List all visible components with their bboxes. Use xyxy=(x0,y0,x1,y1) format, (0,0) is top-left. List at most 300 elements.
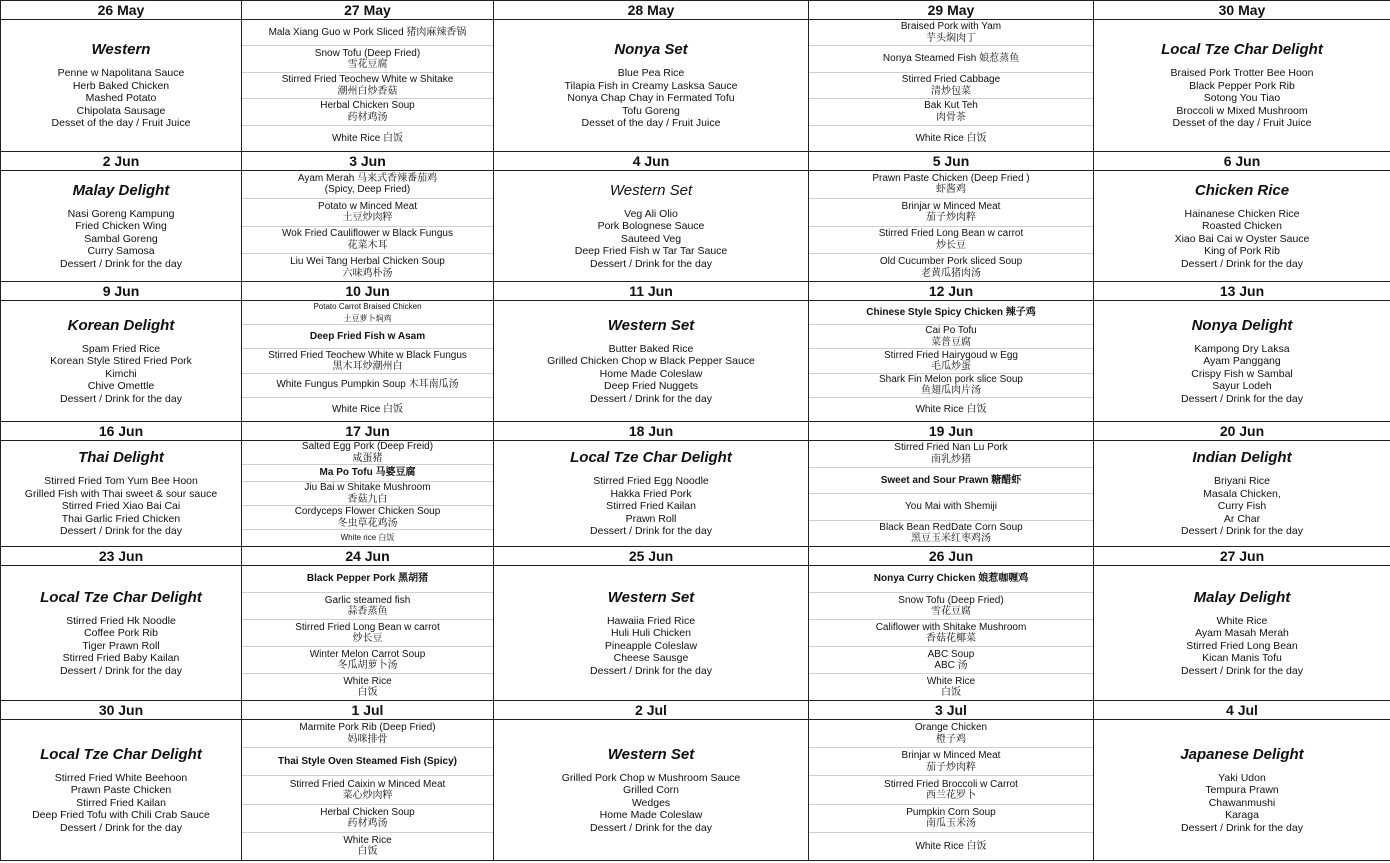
menu-item: Fried Chicken Wing xyxy=(75,220,167,233)
menu-item: Dessert / Drink for the day xyxy=(1181,664,1303,677)
menu-item: Curry Samosa xyxy=(87,245,155,258)
chinese-menu-cell xyxy=(242,720,494,861)
dish-item xyxy=(809,73,1093,99)
menu-item: Stirred Fried Long Bean xyxy=(1186,639,1298,652)
dish-name-chinese: 老黄瓜猪肉汤 xyxy=(921,267,981,279)
day-date: 19 Jun xyxy=(809,422,1094,441)
menu-item: Karaga xyxy=(1225,809,1259,822)
menu-content-row xyxy=(1,20,1390,152)
dish-item xyxy=(242,301,493,325)
dish-name-chinese: 橙子鸡 xyxy=(936,733,966,745)
menu-item: Korean Style Stired Fried Pork xyxy=(50,355,192,368)
dish-name-english: Ayam Merah 马来式香辣番茄鸡 xyxy=(297,172,438,184)
dish-name-english: Stirred Fried Nan Lu Pork xyxy=(894,442,1008,454)
day-date: 26 May xyxy=(1,1,242,20)
day-date: 3 Jun xyxy=(242,152,494,171)
date-header-row xyxy=(1,701,1390,720)
set-menu-cell xyxy=(1094,720,1390,861)
dish-name-english: Stirred Fried Cabbage xyxy=(901,74,1001,86)
dish-name-english: Marmite Pork Rib (Deep Fried) xyxy=(299,722,436,734)
day-date: 24 Jun xyxy=(242,547,494,566)
date-header-row xyxy=(1,547,1390,566)
menu-item: Ar Char xyxy=(1223,512,1261,525)
set-menu-cell xyxy=(1,720,242,861)
dish-name-english: Potato Carrot Braised Chicken xyxy=(313,302,422,312)
dish-name-chinese: 白饭 xyxy=(357,687,378,698)
dish-item xyxy=(809,833,1093,860)
dish-name-english: Nonya Curry Chicken 娘惹咖喱鸡 xyxy=(873,573,1029,585)
menu-item: Dessert / Drink for the day xyxy=(590,664,712,677)
dish-item xyxy=(242,833,493,860)
chinese-menu-cell xyxy=(242,20,494,152)
menu-item: Stirred Fried Kailan xyxy=(76,796,166,809)
dish-item xyxy=(809,126,1093,151)
day-date: 30 May xyxy=(1094,1,1390,20)
dish-name-chinese: 香菇花椰菜 xyxy=(926,633,976,644)
dish-item xyxy=(242,398,493,421)
dish-item xyxy=(809,494,1093,521)
dish-name-english: White Rice 白饭 xyxy=(915,132,987,144)
dish-name-chinese: 肉骨茶 xyxy=(936,111,966,123)
dish-item xyxy=(809,99,1093,125)
dish-name-chinese: 土豆炒肉粹 xyxy=(342,212,393,224)
menu-item: Masala Chicken, xyxy=(1203,487,1281,500)
day-date: 2 Jul xyxy=(494,701,809,720)
dish-item xyxy=(809,468,1093,495)
dish-name-english: White rice 白饭 xyxy=(340,533,395,543)
menu-item: Kican Manis Tofu xyxy=(1202,652,1282,665)
day-date: 1 Jul xyxy=(242,701,494,720)
menu-item: King of Pork Rib xyxy=(1204,245,1280,258)
dish-name-english: Cai Po Tofu xyxy=(925,325,977,337)
dish-name-chinese: 雪花豆腐 xyxy=(931,606,971,617)
chinese-menu-cell xyxy=(809,441,1094,547)
menu-item: Stirred Fried Baby Kailan xyxy=(62,652,180,665)
dish-item xyxy=(242,227,493,255)
dish-item xyxy=(242,620,493,647)
dish-name-chinese: 雪花豆腐 xyxy=(347,59,388,71)
chinese-menu-cell xyxy=(809,171,1094,282)
dish-name-english: Mala Xiang Guo w Pork Sliced 猪肉麻辣香锅 xyxy=(268,26,467,38)
set-menu-cell xyxy=(1,171,242,282)
dish-name-chinese: (Spicy, Deep Fried) xyxy=(324,184,411,196)
menu-item: Deep Fried Tofu with Chili Crab Sauce xyxy=(32,809,210,822)
dish-item xyxy=(809,254,1093,281)
menu-item: Black Pepper Pork Rib xyxy=(1189,79,1295,92)
dish-name-english: Stirred Fried Long Bean w carrot xyxy=(295,621,440,633)
menu-item: Dessert / Drink for the day xyxy=(60,392,182,405)
dish-name-english: White Rice 白饭 xyxy=(915,403,987,415)
menu-item: Dessert / Drink for the day xyxy=(590,525,712,538)
dish-name-english: Potato w Minced Meat xyxy=(318,200,417,212)
dish-item xyxy=(242,46,493,72)
dish-name-english: Ma Po Tofu 马婆豆腐 xyxy=(319,467,416,479)
date-header-row xyxy=(1,422,1390,441)
dish-name-english: White Rice 白饭 xyxy=(331,132,404,144)
dish-item xyxy=(242,349,493,373)
chinese-menu-cell xyxy=(242,171,494,282)
set-title: Indian Delight xyxy=(1192,449,1292,467)
dish-name-english: Brinjar w Minced Meat xyxy=(901,200,1001,212)
set-title: Thai Delight xyxy=(78,449,164,467)
menu-item: Sotong You Tiao xyxy=(1203,92,1281,105)
menu-item: Pineapple Coleslaw xyxy=(604,639,698,652)
dish-item xyxy=(242,674,493,700)
dish-name-chinese: 茄子炒肉粹 xyxy=(926,761,976,773)
menu-item: Desset of the day / Fruit Juice xyxy=(581,117,721,130)
dish-item xyxy=(809,171,1093,199)
day-date: 6 Jun xyxy=(1094,152,1390,171)
dish-name-english: Snow Tofu (Deep Fried) xyxy=(314,47,421,59)
dish-item xyxy=(809,301,1093,325)
set-menu-cell xyxy=(1,566,242,701)
day-date: 3 Jul xyxy=(809,701,1094,720)
menu-item: Blue Pea Rice xyxy=(617,67,685,80)
menu-item: Dessert / Drink for the day xyxy=(590,257,712,270)
set-title: Malay Delight xyxy=(1193,588,1291,606)
dish-item xyxy=(242,199,493,227)
set-menu-cell xyxy=(494,20,809,152)
dish-item xyxy=(242,374,493,398)
dish-item xyxy=(809,748,1093,776)
set-menu-cell xyxy=(494,441,809,547)
chinese-menu-cell xyxy=(809,20,1094,152)
dish-name-chinese: 咸蛋猪 xyxy=(352,452,383,464)
dish-name-chinese: ABC 汤 xyxy=(934,660,968,671)
dish-name-english: Orange Chicken xyxy=(914,722,988,734)
dish-name-english: Prawn Paste Chicken (Deep Fried ) xyxy=(872,172,1030,184)
menu-item: Tempura Prawn xyxy=(1205,784,1279,797)
day-date: 12 Jun xyxy=(809,282,1094,301)
dish-item xyxy=(242,99,493,125)
menu-item: Huli Huli Chicken xyxy=(611,627,691,640)
set-menu-cell xyxy=(494,720,809,861)
dish-name-english: White Rice xyxy=(926,675,976,687)
dish-name-chinese: 炒长豆 xyxy=(352,633,383,644)
dish-name-english: Salted Egg Pork (Deep Freid) xyxy=(301,441,434,452)
menu-item: Stirred Fried Tom Yum Bee Hoon xyxy=(44,475,198,488)
chinese-menu-cell xyxy=(242,301,494,422)
dish-item xyxy=(242,441,493,465)
dish-name-english: Thai Style Oven Steamed Fish (Spicy) xyxy=(278,756,457,768)
menu-item: Kampong Dry Laksa xyxy=(1194,342,1290,355)
dish-name-chinese: 虾酱鸡 xyxy=(936,184,966,196)
menu-item: Dessert / Drink for the day xyxy=(590,821,712,834)
dish-item xyxy=(242,647,493,674)
dish-name-english: Herbal Chicken Soup xyxy=(320,100,415,112)
menu-item: Dessert / Drink for the day xyxy=(1181,821,1303,834)
menu-item: Nonya Chap Chay in Fermated Tofu xyxy=(567,92,735,105)
day-date: 2 Jun xyxy=(1,152,242,171)
dish-item xyxy=(242,20,493,46)
dish-name-chinese: 南瓜玉米汤 xyxy=(926,818,976,830)
dish-item xyxy=(809,199,1093,227)
chinese-menu-cell xyxy=(809,301,1094,422)
menu-item: Mashed Potato xyxy=(85,92,157,105)
menu-item: Broccoli w Mixed Mushroom xyxy=(1176,104,1308,117)
menu-item: Deep Fried Fish w Tar Tar Sauce xyxy=(574,245,728,258)
dish-name-chinese: 香菇九白 xyxy=(347,493,388,505)
set-menu-cell xyxy=(1,301,242,422)
dish-name-chinese: 黑豆玉米红枣鸡汤 xyxy=(911,533,991,545)
menu-item: Cheese Sausge xyxy=(613,652,689,665)
menu-item: Stirred Fried Xiao Bai Cai xyxy=(61,500,181,513)
dish-item xyxy=(242,530,493,546)
menu-content-row xyxy=(1,566,1390,701)
menu-item: Veg Ali Olio xyxy=(624,207,678,220)
dish-name-chinese: 菜心炒肉粹 xyxy=(342,790,393,801)
dish-item xyxy=(242,720,493,748)
set-title: Local Tze Char Delight xyxy=(1161,41,1323,59)
menu-item: Sayur Lodeh xyxy=(1212,380,1272,393)
dish-name-english: Cordyceps Flower Chicken Soup xyxy=(294,506,441,517)
menu-item: Coffee Pork Rib xyxy=(84,627,158,640)
menu-content-row xyxy=(1,301,1390,422)
dish-name-english: Brinjar w Minced Meat xyxy=(901,750,1001,762)
dish-name-english: Snow Tofu (Deep Fried) xyxy=(898,594,1004,606)
dish-name-english: White Rice 白饭 xyxy=(915,840,987,852)
dish-name-chinese: 毛瓜炒蛋 xyxy=(931,361,971,372)
dish-name-english: Shark Fin Melon pork slice Soup xyxy=(879,373,1023,385)
dish-name-english: White Rice xyxy=(343,834,392,846)
day-date: 13 Jun xyxy=(1094,282,1390,301)
day-date: 11 Jun xyxy=(494,282,809,301)
menu-item: Chawanmushi xyxy=(1208,796,1276,809)
dish-item xyxy=(809,674,1093,700)
menu-content-row xyxy=(1,720,1390,861)
day-date: 27 Jun xyxy=(1094,547,1390,566)
chinese-menu-cell xyxy=(809,720,1094,861)
day-date: 4 Jun xyxy=(494,152,809,171)
set-title: Western Set xyxy=(609,181,693,199)
menu-item: Tilapia Fish in Creamy Lasksa Sauce xyxy=(564,79,738,92)
dish-name-chinese: 茄子炒肉粹 xyxy=(926,212,976,224)
set-menu-cell xyxy=(494,171,809,282)
menu-item: Stirred Fried Hk Noodle xyxy=(66,614,176,627)
day-date: 29 May xyxy=(809,1,1094,20)
dish-name-english: Stirred Fried Hairygoud w Egg xyxy=(884,349,1018,361)
set-title: Malay Delight xyxy=(72,181,170,199)
dish-name-english: Black Pepper Pork 黑胡猪 xyxy=(306,573,429,585)
dish-name-chinese: 白饭 xyxy=(357,846,378,858)
menu-item: Hawaiia Fried Rice xyxy=(606,614,696,627)
menu-item: Briyani Rice xyxy=(1213,475,1271,488)
dish-name-english: Stirred Fried Caixin w Minced Meat xyxy=(289,778,446,790)
dish-name-english: Stirred Fried Teochew White w Black Fungus xyxy=(268,349,467,361)
dish-item xyxy=(242,506,493,530)
menu-item: Dessert / Drink for the day xyxy=(1181,257,1303,270)
menu-item: Hakka Fried Pork xyxy=(610,487,692,500)
set-title: Chicken Rice xyxy=(1194,181,1290,199)
menu-content-row xyxy=(1,171,1390,282)
day-date: 17 Jun xyxy=(242,422,494,441)
dish-name-chinese: 白饭 xyxy=(941,687,961,698)
dish-name-chinese: 妈咪排骨 xyxy=(347,733,388,745)
menu-item: Herb Baked Chicken xyxy=(72,79,170,92)
menu-item: Dessert / Drink for the day xyxy=(60,821,182,834)
menu-item: Kimchi xyxy=(105,367,137,380)
chinese-menu-cell xyxy=(809,566,1094,701)
menu-item: Dessert / Drink for the day xyxy=(60,257,182,270)
day-date: 9 Jun xyxy=(1,282,242,301)
menu-item: Grilled Chicken Chop w Black Pepper Sauce xyxy=(547,355,755,368)
dish-item xyxy=(809,620,1093,647)
menu-item: Nasi Goreng Kampung xyxy=(67,207,175,220)
dish-item xyxy=(242,171,493,199)
day-date: 26 Jun xyxy=(809,547,1094,566)
dish-name-chinese: 土豆萝卜焖鸡 xyxy=(343,313,392,323)
date-header-row xyxy=(1,152,1390,171)
dish-name-chinese: 菜普豆腐 xyxy=(931,336,971,348)
dish-name-english: Nonya Steamed Fish 娘惹蒸鱼 xyxy=(882,53,1020,65)
dish-name-chinese: 药材鸡汤 xyxy=(347,818,388,830)
set-menu-cell xyxy=(1,441,242,547)
dish-name-english: White Fungus Pumpkin Soup 木耳南瓜汤 xyxy=(276,379,459,391)
set-title: Western Set xyxy=(607,588,695,606)
day-date: 16 Jun xyxy=(1,422,242,441)
dish-name-chinese: 西兰花罗卜 xyxy=(926,790,976,801)
menu-item: Grilled Fish with Thai sweet & sour sauce xyxy=(24,487,218,500)
set-title: Local Tze Char Delight xyxy=(570,449,732,467)
dish-item xyxy=(809,349,1093,373)
menu-item: Dessert / Drink for the day xyxy=(1181,392,1303,405)
dish-name-english: Bak Kut Teh xyxy=(924,100,978,112)
dish-name-chinese: 六味鸡朴汤 xyxy=(342,267,393,279)
dish-item xyxy=(809,805,1093,833)
dish-name-english: Herbal Chicken Soup xyxy=(320,806,415,818)
day-date: 25 Jun xyxy=(494,547,809,566)
dish-item xyxy=(242,325,493,349)
day-date: 23 Jun xyxy=(1,547,242,566)
set-title: Japanese Delight xyxy=(1180,745,1304,763)
dish-name-english: Deep Fried Fish w Asam xyxy=(309,331,426,343)
menu-item: Ayam Masah Merah xyxy=(1195,627,1289,640)
set-menu-cell xyxy=(1094,20,1390,152)
menu-item: Dessert / Drink for the day xyxy=(1181,525,1303,538)
dish-name-english: White Rice 白饭 xyxy=(331,403,404,415)
dish-name-chinese: 炒长豆 xyxy=(936,239,966,251)
chinese-menu-cell xyxy=(242,441,494,547)
menu-item: Grilled Pork Chop w Mushroom Sauce xyxy=(561,771,741,784)
day-date: 30 Jun xyxy=(1,701,242,720)
menu-item: Hainanese Chicken Rice xyxy=(1184,207,1300,220)
dish-name-english: Braised Pork with Yam xyxy=(900,21,1002,33)
menu-item: Dessert / Drink for the day xyxy=(590,392,712,405)
dish-name-english: Wok Fried Cauliflower w Black Fungus xyxy=(282,228,453,240)
menu-item: Dessert / Drink for the day xyxy=(60,525,182,538)
dish-item xyxy=(242,776,493,804)
day-date: 5 Jun xyxy=(809,152,1094,171)
dish-item xyxy=(809,398,1093,421)
set-menu-cell xyxy=(494,301,809,422)
day-date: 4 Jul xyxy=(1094,701,1390,720)
dish-name-english: ABC Soup xyxy=(927,648,975,660)
menu-item: Stirred Fried Egg Noodle xyxy=(593,475,709,488)
set-title: Western Set xyxy=(607,745,695,763)
menu-item: Spam Fried Rice xyxy=(81,342,161,355)
dish-item xyxy=(809,720,1093,748)
set-title: Nonya Set xyxy=(614,41,688,59)
dish-item xyxy=(242,254,493,281)
set-menu-cell xyxy=(1094,441,1390,547)
set-title: Western xyxy=(91,41,151,59)
menu-item: Home Made Coleslaw xyxy=(599,367,703,380)
day-date: 18 Jun xyxy=(494,422,809,441)
set-menu-cell xyxy=(494,566,809,701)
set-menu-cell xyxy=(1094,301,1390,422)
dish-name-chinese: 蒜香蒸鱼 xyxy=(347,606,388,617)
menu-item: Chive Omettle xyxy=(87,380,155,393)
menu-item: Home Made Coleslaw xyxy=(599,809,703,822)
menu-item: Chipolata Sausage xyxy=(76,104,166,117)
dish-name-chinese: 花菜木耳 xyxy=(347,239,388,251)
dish-item xyxy=(242,805,493,833)
dish-name-english: Jiu Bai w Shitake Mushroom xyxy=(304,482,431,493)
dish-name-english: Chinese Style Spicy Chicken 辣子鸡 xyxy=(866,306,1036,318)
day-date: 28 May xyxy=(494,1,809,20)
menu-item: Stirred Fried Kailan xyxy=(606,500,696,513)
day-date: 20 Jun xyxy=(1094,422,1390,441)
dish-name-english: White Rice xyxy=(343,675,392,687)
dish-name-english: Winter Melon Carrot Soup xyxy=(309,648,426,660)
dish-item xyxy=(242,566,493,593)
set-title: Western Set xyxy=(607,316,695,334)
menu-item: Penne w Napolitana Sauce xyxy=(57,67,185,80)
menu-item: Desset of the day / Fruit Juice xyxy=(1172,117,1312,130)
dish-name-chinese: 南乳炒猪 xyxy=(931,453,971,465)
dish-name-chinese: 清炒包菜 xyxy=(931,85,971,97)
menu-item: Crispy Fish w Sambal xyxy=(1191,367,1293,380)
set-title: Korean Delight xyxy=(67,316,175,334)
menu-item: Desset of the day / Fruit Juice xyxy=(51,117,191,130)
set-menu-cell xyxy=(1094,566,1390,701)
dish-item xyxy=(242,593,493,620)
set-menu-cell xyxy=(1094,171,1390,282)
dish-item xyxy=(242,482,493,506)
menu-item: Dessert / Drink for the day xyxy=(60,664,182,677)
dish-name-chinese: 鱼翅瓜肉片汤 xyxy=(921,385,981,397)
menu-item: Ayam Panggang xyxy=(1203,355,1281,368)
menu-item: Sauteed Veg xyxy=(620,232,682,245)
dish-name-chinese: 黑木耳炒潮州白 xyxy=(332,361,403,372)
dish-item xyxy=(809,20,1093,46)
dish-name-english: Califlower with Shitake Mushroom xyxy=(875,621,1027,633)
date-header-row xyxy=(1,1,1390,20)
dish-item xyxy=(809,566,1093,593)
menu-item: Prawn Paste Chicken xyxy=(70,784,172,797)
dish-name-chinese: 芋头焖肉丁 xyxy=(926,32,976,44)
dish-item xyxy=(242,465,493,482)
menu-item: Deep Fried Nuggets xyxy=(604,380,698,393)
menu-content-row xyxy=(1,441,1390,547)
set-menu-cell xyxy=(1,20,242,152)
dish-item xyxy=(242,748,493,776)
menu-item: Stirred Fried White Beehoon xyxy=(54,771,188,784)
dish-item xyxy=(809,776,1093,804)
dish-name-chinese: 潮州白炒香菇 xyxy=(337,85,398,97)
menu-item: Tiger Prawn Roll xyxy=(82,639,160,652)
dish-item xyxy=(809,227,1093,255)
dish-name-english: Stirred Fried Broccoli w Carrot xyxy=(884,778,1018,790)
dish-name-english: Stirred Fried Teochew White w Shitake xyxy=(281,74,454,86)
dish-name-english: Old Cucumber Pork sliced Soup xyxy=(879,256,1023,268)
dish-item xyxy=(809,521,1093,547)
menu-item: Thai Garlic Fried Chicken xyxy=(61,512,181,525)
dish-name-chinese: 药材鸡汤 xyxy=(347,111,388,123)
dish-name-english: Garlic steamed fish xyxy=(324,594,411,606)
dish-name-chinese: 冬瓜胡萝卜汤 xyxy=(337,660,398,671)
dish-item xyxy=(809,374,1093,398)
